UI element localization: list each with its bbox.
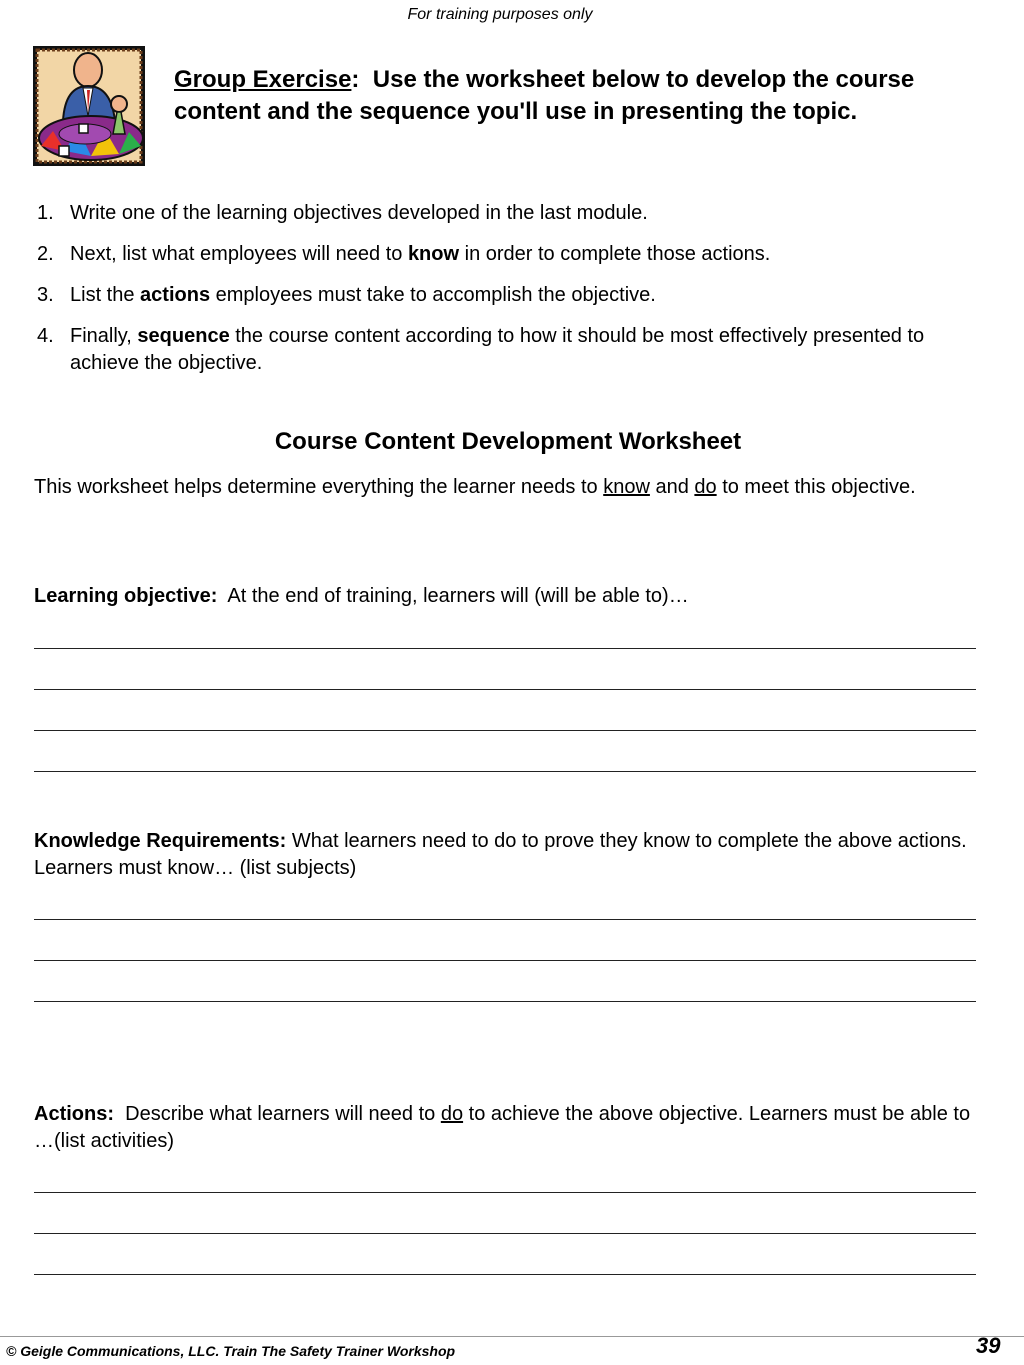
knowledge-line-1[interactable] [34, 919, 976, 920]
list-item: 1. Write one of the learning objectives developed in the last module. [37, 202, 648, 224]
actions-label: Actions: [34, 1103, 114, 1125]
group-exercise-heading: Group Exercise: Use the worksheet below to develop the course content and the sequence you'll use in presenting the topic. [174, 66, 915, 125]
worksheet-title: Course Content Development Worksheet [274, 428, 742, 455]
header-note: For training purposes only [407, 6, 593, 23]
list-item: 2. Next, list what employees will need to know in order to complete those actions. [37, 243, 771, 265]
actions-line-2[interactable] [34, 1233, 976, 1234]
learning-objective-line-3[interactable] [34, 730, 976, 731]
knowledge-line-3[interactable] [34, 1001, 976, 1002]
actions-line-3[interactable] [34, 1274, 976, 1275]
worksheet-intro: This worksheet helps determine everything the learner needs to know and do to meet this objective. [34, 476, 916, 498]
knowledge-line-2[interactable] [34, 960, 976, 961]
actions-prompt: Actions: Describe what learners will need to do to achieve the above objective. Learners must be able to …(list activities) [34, 1103, 971, 1152]
list-item: 3. List the actions employees must take to accomplish the objective. [37, 284, 656, 306]
page-number: 39 [976, 1333, 1001, 1358]
learning-objective-line-2[interactable] [34, 689, 976, 690]
learning-objective-prompt: Learning objective: At the end of training, learners will (will be able to)… [34, 585, 689, 607]
instruction-list [34, 200, 974, 391]
knowledge-requirements-label: Knowledge Requirements: [34, 830, 287, 852]
knowledge-requirements-prompt: Knowledge Requirements: What learners need to do to prove they know to complete the above actions. Learners must know… (list subjects) [34, 830, 967, 879]
learning-objective-line-4[interactable] [34, 771, 976, 772]
footer-copyright: © Geigle Communications, LLC. Train The Safety Trainer Workshop [6, 1343, 456, 1359]
board-game-clipart [33, 46, 145, 166]
learning-objective-label: Learning objective: [34, 585, 218, 607]
footer-divider [0, 1336, 1024, 1337]
list-item: 4. Finally, sequence the course content according to how it should be most effectively presented to achieve the objective. [37, 325, 925, 374]
group-exercise-text: Use the worksheet below to develop the course content and the sequence you'll use in presenting the topic. [174, 66, 915, 125]
group-exercise-label: Group Exercise [174, 66, 352, 93]
actions-line-1[interactable] [34, 1192, 976, 1193]
learning-objective-line-1[interactable] [34, 648, 976, 649]
